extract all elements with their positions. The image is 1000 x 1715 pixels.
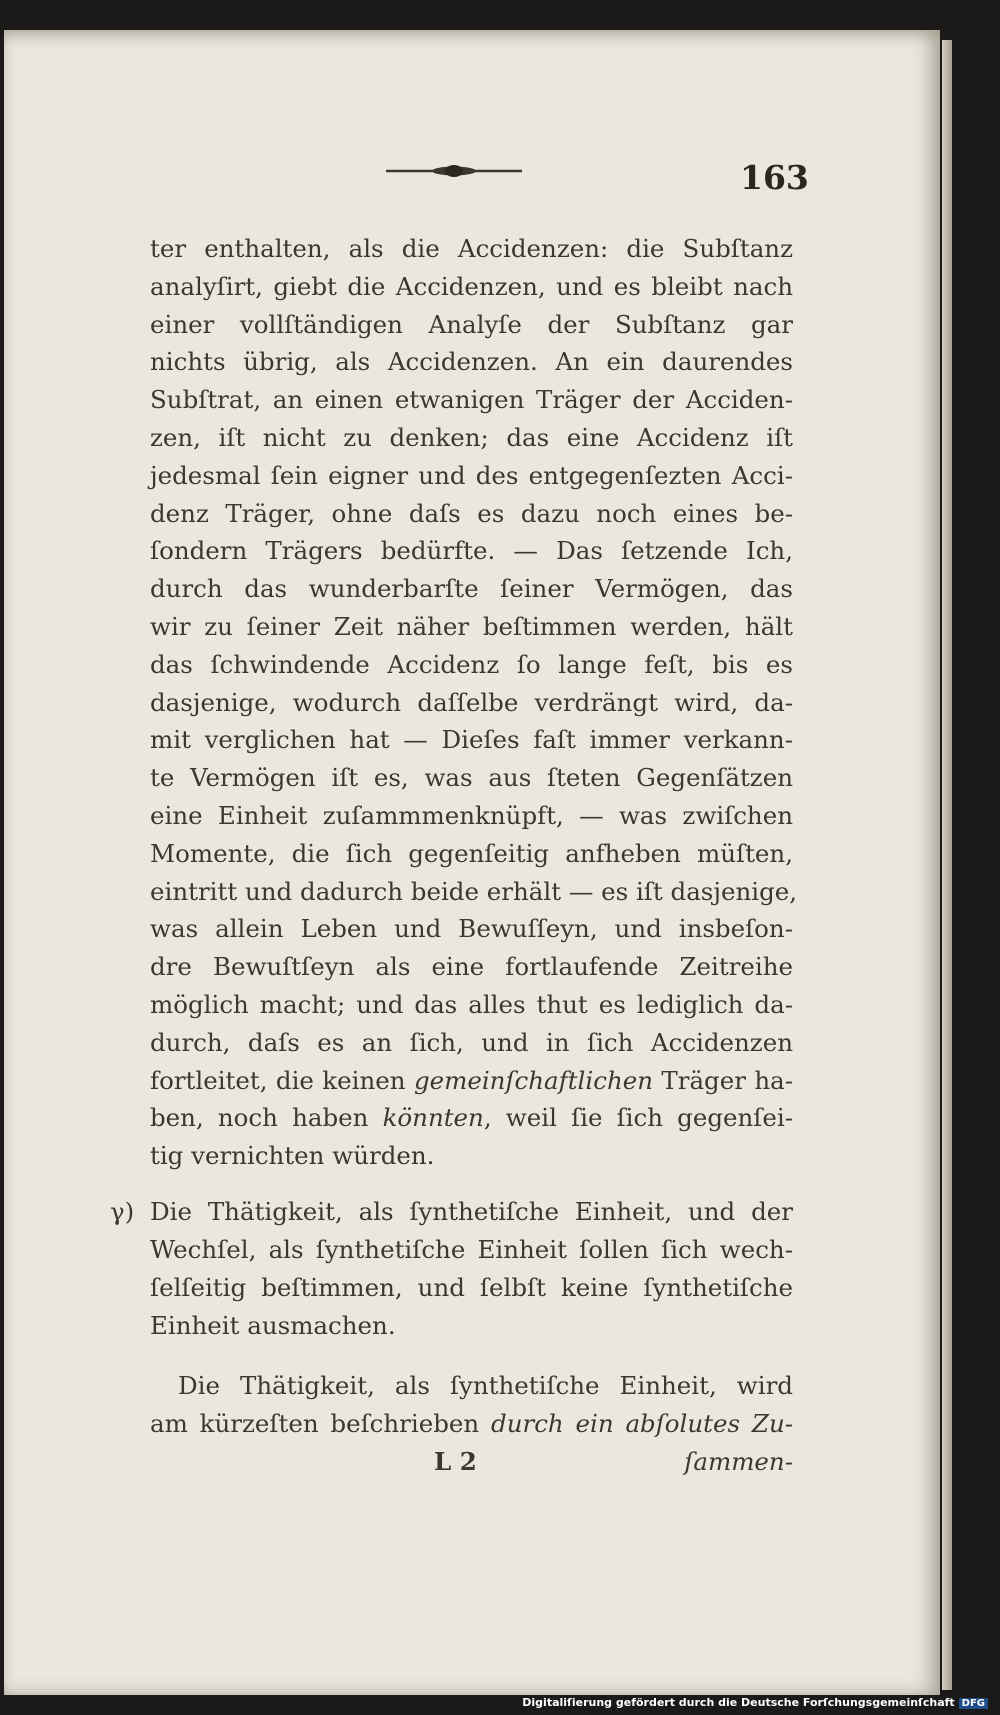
section-text: Die Thätigkeit, als ſynthetiſche Einheit, und der	[150, 1197, 793, 1226]
text-line: tig vernichten würden.	[150, 1141, 435, 1171]
section-line	[110, 1193, 793, 1231]
text-line: möglich macht; und das alles thut es lediglich da-	[150, 989, 793, 1019]
text-line: das ſchwindende Accidenz ſo lange feſt, bis es	[150, 649, 793, 679]
closing-paragraph	[150, 1367, 793, 1443]
page-footer	[150, 1447, 793, 1483]
text-line: einer vollſtändigen Analyſe der Subſtanz gar	[150, 309, 793, 339]
text-line: fortleitet, die keinen gemeinſchaftlichen Träger ha-	[150, 1065, 793, 1095]
text-line: ter enthalten, als die Accidenzen: die Subſtanz	[150, 234, 793, 263]
text-line: durch das wunderbarſte ſeiner Vermögen, das	[150, 574, 793, 604]
text-line: eintritt und dadurch beide erhält — es iſt dasjenige,	[150, 876, 798, 906]
text-line: dasjenige, wodurch daſſelbe verdrängt wird, da-	[150, 687, 793, 717]
signature-mark: L 2	[434, 1447, 477, 1476]
section-line: Einheit ausmachen.	[150, 1311, 396, 1340]
text-line: wir zu ſeiner Zeit näher beſtimmen werden, hält	[150, 611, 793, 641]
digitization-notice	[522, 1696, 988, 1709]
main-paragraph	[150, 230, 798, 1175]
text-line: ſondern Trägers bedürfte. — Das ſetzende Ich,	[150, 536, 793, 566]
section-gamma	[110, 1193, 793, 1345]
text-line: Momente, die ſich gegenſeitig anfheben müſten,	[150, 838, 793, 868]
page-edge	[942, 40, 952, 1690]
text-line: zen, iſt nicht zu denken; das eine Accidenz iſt	[150, 422, 793, 452]
text-line: Subſtrat, an einen etwanigen Träger der Acciden-	[150, 385, 793, 415]
text-line: am kürzeſten beſchrieben durch ein abſolutes Zu-	[150, 1409, 793, 1438]
text-line: ben, noch haben könnten, weil ſie ſich gegenſei-	[150, 1103, 793, 1133]
text-line: durch, daſs es an ſich, und in ſich Accidenzen	[150, 1027, 793, 1057]
text-line: Die Thätigkeit, als ſynthetiſche Einheit, wird	[178, 1371, 793, 1400]
section-line: ſelſeitig beſtimmen, und ſelbſt keine ſynthetiſche	[150, 1273, 793, 1302]
text-line: jedesmal ſein eigner und des entgegenſezten Acci-	[150, 460, 793, 490]
text-line: eine Einheit zuſammmenknüpft, — was zwiſchen	[150, 800, 793, 830]
page-number: 163	[740, 158, 809, 197]
section-line: Wechſel, als ſynthetiſche Einheit ſollen ſich wech-	[150, 1235, 793, 1264]
catchword: ſammen-	[684, 1447, 793, 1476]
header-ornament	[386, 162, 522, 180]
text-line: analyſirt, giebt die Accidenzen, und es bleibt nach	[150, 271, 793, 301]
text-line: was allein Leben und Bewuſſeyn, und insbeſon-	[150, 914, 793, 944]
text-line: te Vermögen iſt es, was aus ſteten Gegenſätzen	[150, 763, 793, 793]
dfg-logo: DFG	[959, 1698, 988, 1709]
text-line: mit verglichen hat — Dieſes faſt immer verkann-	[150, 725, 793, 755]
section-label: γ)	[110, 1197, 135, 1226]
text-line: denz Träger, ohne daſs es dazu noch eines be-	[150, 498, 793, 528]
text-line: dre Bewuſtſeyn als eine fortlaufende Zeitreihe	[150, 952, 793, 982]
text-line: nichts übrig, als Accidenzen. An ein daurendes	[150, 347, 793, 377]
digitization-text: Digitaliſierung gefördert durch die Deutsche Forſchungsgemeinſchaft	[522, 1696, 955, 1709]
